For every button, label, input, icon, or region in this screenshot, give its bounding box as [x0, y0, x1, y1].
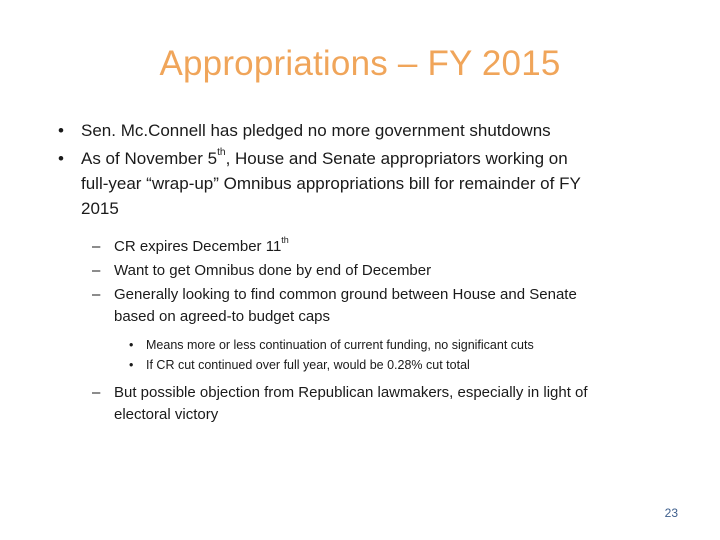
- bullet-text-part: As of November 5: [81, 149, 218, 168]
- page-number: 23: [664, 506, 678, 520]
- sub-bullet-text: But possible objection from Republican lawmakers, especially in light of electoral victory: [114, 384, 588, 423]
- dash-icon: –: [92, 262, 101, 279]
- sub-bullet-item: [0, 382, 594, 426]
- bullet-text: [81, 149, 581, 218]
- sub-bullet-item: [0, 260, 594, 282]
- sub-bullet-text-part: CR expires December 11: [114, 238, 282, 255]
- sub-sub-bullet-item: [0, 336, 566, 354]
- superscript: th: [281, 235, 289, 246]
- sub-sub-bullet-text: If CR cut continued over full year, would be 0.28% cut total: [146, 358, 470, 372]
- bullet-item: [0, 118, 581, 143]
- dash-icon: –: [92, 238, 101, 255]
- bullet-text-part: , House and Senate appropriators working on full-year “wrap-up” Omnibus appropriations bill for remainder of FY 2015: [81, 149, 581, 218]
- sub-sub-bullet-item: [0, 356, 566, 374]
- sub-bullet-text: Generally looking to find common ground between House and Senate based on agreed-to budget caps: [114, 286, 577, 325]
- sub-bullet-item: [0, 284, 594, 328]
- bullet-text: Sen. Mc.Connell has pledged no more government shutdowns: [81, 121, 551, 140]
- bullet-icon: •: [129, 338, 134, 352]
- dash-icon: –: [92, 384, 101, 401]
- slide-title: Appropriations – FY 2015: [159, 44, 561, 83]
- bullet-icon: •: [58, 149, 64, 168]
- sub-bullet-item: [0, 236, 594, 258]
- superscript: th: [217, 147, 226, 159]
- sub-sub-bullet-text: Means more or less continuation of current funding, no significant cuts: [146, 338, 534, 352]
- bullet-item: [0, 146, 581, 221]
- bullet-icon: •: [58, 121, 64, 140]
- sub-bullet-text: [114, 235, 289, 255]
- bullet-icon: •: [129, 358, 134, 372]
- sub-bullet-text: Want to get Omnibus done by end of December: [114, 262, 432, 279]
- dash-icon: –: [92, 286, 101, 303]
- slide-body: [0, 118, 720, 428]
